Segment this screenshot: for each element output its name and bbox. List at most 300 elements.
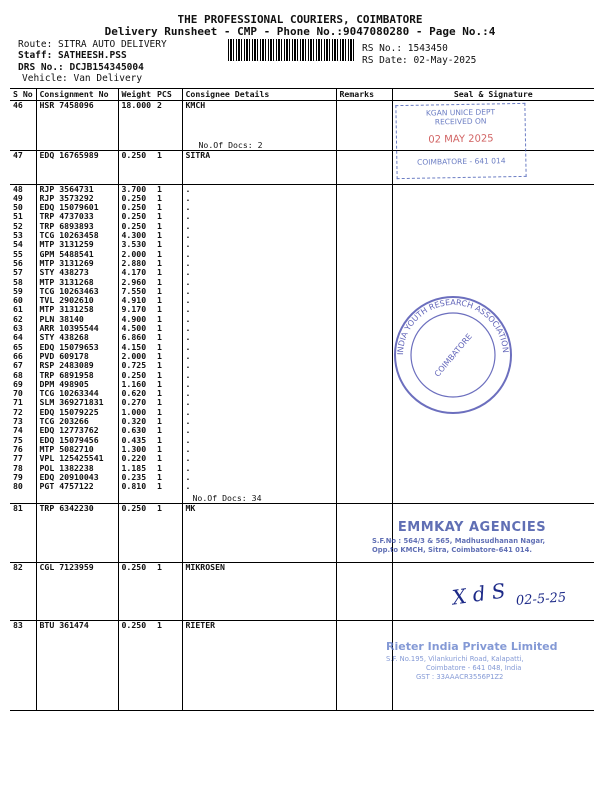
- cell-remarks: [336, 417, 392, 426]
- cell-wt: 0.250: [118, 222, 154, 231]
- cell-pcs: 1: [157, 444, 162, 454]
- cell-cn: TCG 10263458: [36, 231, 118, 240]
- cell-pcs: 1: [157, 324, 162, 334]
- cell-cn: TRP 6891958: [36, 371, 118, 380]
- cell-wt: 2.000: [118, 352, 154, 361]
- cell-seal: [392, 184, 594, 194]
- cell-remarks: [336, 445, 392, 454]
- cell-seal: [392, 473, 594, 482]
- table-row: [10, 250, 594, 259]
- cell-pcs: 1: [157, 150, 162, 161]
- col-pcs: PCS: [154, 89, 182, 101]
- cell-pcs: 1: [157, 435, 162, 445]
- cell-sno: 65: [13, 342, 23, 352]
- cell-remarks: [336, 333, 392, 342]
- cell-wt: 2.960: [118, 278, 154, 287]
- cell-remarks: [336, 184, 392, 194]
- cell-remarks: [336, 296, 392, 305]
- seal-center-text: COIMBATORE: [432, 332, 474, 379]
- cell-wt: 3.700: [118, 184, 154, 194]
- col-remarks: Remarks: [336, 89, 392, 101]
- table-row: [10, 464, 594, 473]
- cell-details: .: [182, 240, 336, 249]
- cell-cn: RSP 2483089: [36, 361, 118, 370]
- table-header-row: [10, 89, 594, 101]
- cell-cn: MTP 3131269: [36, 259, 118, 268]
- cell-details: .: [182, 259, 336, 268]
- cell-wt: 4.910: [118, 296, 154, 305]
- cell-cn: EDQ 15079653: [36, 343, 118, 352]
- cell-sno: 60: [13, 296, 23, 306]
- cell-cn: ARR 10395544: [36, 324, 118, 333]
- cell-sno: 77: [13, 454, 23, 464]
- cell-seal: [392, 436, 594, 445]
- cell-wt: 0.250: [118, 203, 154, 212]
- cell-sno: 69: [13, 379, 23, 389]
- cell-pcs: 1: [157, 342, 162, 352]
- cell-cn: POL 1382238: [36, 464, 118, 473]
- cell-cn: PLN 38140: [36, 315, 118, 324]
- cell-wt: 4.900: [118, 315, 154, 324]
- cell-pcs: 1: [157, 620, 162, 630]
- cell-details: .: [182, 473, 336, 482]
- cell-sno: 55: [13, 249, 23, 259]
- cell-pcs: 1: [157, 212, 162, 222]
- cell-remarks: [336, 212, 392, 221]
- cell-cn: PGT 4757122: [36, 482, 118, 491]
- cell-sno: 79: [13, 472, 23, 482]
- cell-details: .: [182, 436, 336, 445]
- cell-cn: EDQ 15079456: [36, 436, 118, 445]
- cell-remarks: [336, 287, 392, 296]
- cell-pcs: 1: [157, 268, 162, 278]
- table-row: [10, 473, 594, 482]
- cell-wt: 1.160: [118, 380, 154, 389]
- cell-pcs: 1: [157, 231, 162, 241]
- cell-pcs: 1: [157, 472, 162, 482]
- cell-sno: 75: [13, 435, 23, 445]
- cell-sno: 54: [13, 240, 23, 250]
- cell-sno: 53: [13, 231, 23, 241]
- cell-details: .: [182, 361, 336, 370]
- table-row: [10, 482, 594, 491]
- cell-remarks: [336, 240, 392, 249]
- cell-remarks: [336, 101, 392, 111]
- cell-sno: 73: [13, 417, 23, 427]
- cell-remarks: [336, 436, 392, 445]
- cell-cn: RJP 3573292: [36, 194, 118, 203]
- cell-sno: 58: [13, 277, 23, 287]
- cell-seal: [392, 268, 594, 277]
- table-row: [10, 445, 594, 454]
- cell-cn: EDQ 15079601: [36, 203, 118, 212]
- cell-details: .: [182, 389, 336, 398]
- cell-details: .: [182, 305, 336, 314]
- cell-wt: 3.530: [118, 240, 154, 249]
- cell-sno: 83: [13, 620, 23, 630]
- rieter-address-2: Coimbatore - 641 048, India: [426, 664, 522, 672]
- cell-seal: [392, 454, 594, 463]
- cell-details: .: [182, 380, 336, 389]
- cell-details: MIKROSEN: [182, 562, 336, 572]
- staff-label: Staff: SATHEESH.PSS: [18, 50, 127, 61]
- runsheet-title: Delivery Runsheet - CMP - Phone No.:9047080280 - Page No.:4: [104, 25, 496, 38]
- cell-cn: TRP 6342230: [36, 504, 118, 514]
- cell-remarks: [336, 408, 392, 417]
- mikrosen-date: 02-5-25: [515, 590, 567, 609]
- cell-cn: EDQ 12773762: [36, 426, 118, 435]
- cell-remarks: [336, 361, 392, 370]
- cell-pcs: 1: [157, 454, 162, 464]
- table-row: [10, 212, 594, 221]
- cell-details: .: [182, 296, 336, 305]
- seal-ring-text: INDIA YOUTH RESEARCH ASSOCIATION: [395, 297, 511, 356]
- cell-sno: 72: [13, 407, 23, 417]
- cell-seal: [392, 482, 594, 491]
- cell-details: KMCH: [182, 101, 336, 111]
- table-row: [10, 194, 594, 203]
- rieter-stamp: [386, 640, 594, 681]
- drs-label: DRS No.: DCJB154345004: [18, 62, 144, 73]
- cell-sno: 67: [13, 361, 23, 371]
- col-sno: S No: [10, 89, 36, 101]
- cell-pcs: 1: [157, 482, 162, 492]
- barcode: [228, 39, 356, 61]
- cell-cn: PVD 609178: [36, 352, 118, 361]
- docs-note: No.Of Docs: 34: [182, 491, 336, 504]
- cell-pcs: 1: [157, 417, 162, 427]
- cell-cn: BTU 361474: [36, 620, 118, 630]
- cell-cn: EDQ 20910043: [36, 473, 118, 482]
- cell-sno: 78: [13, 463, 23, 473]
- cell-seal: [392, 278, 594, 287]
- cell-remarks: [336, 278, 392, 287]
- company-title: THE PROFESSIONAL COURIERS, COIMBATORE: [177, 13, 423, 26]
- cell-remarks: [336, 562, 392, 572]
- cell-wt: 7.550: [118, 287, 154, 296]
- table-row: [10, 620, 594, 630]
- cell-cn: TRP 6893893: [36, 222, 118, 231]
- cell-wt: 4.300: [118, 231, 154, 240]
- cell-remarks: [336, 259, 392, 268]
- table-row: [10, 268, 594, 277]
- cell-remarks: [336, 151, 392, 161]
- cell-remarks: [336, 268, 392, 277]
- cell-cn: STY 438268: [36, 333, 118, 342]
- cell-details: .: [182, 454, 336, 463]
- cell-remarks: [336, 324, 392, 333]
- cell-remarks: [336, 231, 392, 240]
- cell-details: .: [182, 184, 336, 194]
- cell-seal: [392, 562, 594, 572]
- table-row: [10, 240, 594, 249]
- cell-seal: [392, 231, 594, 240]
- cell-seal: [392, 250, 594, 259]
- cell-wt: 9.170: [118, 305, 154, 314]
- cell-cn: VPL 125425541: [36, 454, 118, 463]
- cell-cn: GPM 5488541: [36, 250, 118, 259]
- cell-cn: MTP 5082710: [36, 445, 118, 454]
- cell-sno: 70: [13, 389, 23, 399]
- cell-pcs: 1: [157, 503, 162, 514]
- cell-remarks: [336, 454, 392, 463]
- cell-seal: [392, 464, 594, 473]
- cell-cn: CGL 7123959: [36, 562, 118, 572]
- rs-date: RS Date: 02-May-2025: [362, 55, 477, 66]
- cell-remarks: [336, 203, 392, 212]
- cell-remarks: [336, 371, 392, 380]
- cell-sno: 49: [13, 193, 23, 203]
- rs-number: RS No.: 1543450: [362, 43, 448, 54]
- cell-pcs: 1: [157, 361, 162, 371]
- cell-seal: [392, 203, 594, 212]
- kmch-stamp-line1: KGAN UNICE DEPT: [425, 107, 496, 118]
- table-row: [10, 436, 594, 445]
- table-row: [10, 504, 594, 514]
- cell-sno: 50: [13, 203, 23, 213]
- cell-wt: 0.630: [118, 426, 154, 435]
- cell-cn: MTP 3131259: [36, 240, 118, 249]
- cell-cn: TRP 4737033: [36, 212, 118, 221]
- cell-remarks: [336, 194, 392, 203]
- cell-details: .: [182, 371, 336, 380]
- cell-pcs: 1: [157, 379, 162, 389]
- cell-sno: 48: [13, 184, 23, 194]
- cell-cn: STY 438273: [36, 268, 118, 277]
- table-row: [10, 222, 594, 231]
- cell-wt: 0.250: [118, 504, 154, 514]
- cell-sno: 47: [13, 150, 23, 161]
- cell-details: .: [182, 417, 336, 426]
- cell-sno: 82: [13, 562, 23, 572]
- cell-remarks: [336, 473, 392, 482]
- cell-cn: TCG 10263463: [36, 287, 118, 296]
- cell-sno: 71: [13, 398, 23, 408]
- table-row: [10, 454, 594, 463]
- cell-wt: 0.250: [118, 562, 154, 572]
- cell-pcs: 1: [157, 193, 162, 203]
- cell-remarks: [336, 352, 392, 361]
- cell-wt: 0.320: [118, 417, 154, 426]
- cell-cn: HSR 7458096: [36, 101, 118, 111]
- cell-wt: 0.250: [118, 151, 154, 161]
- cell-sno: 63: [13, 324, 23, 334]
- cell-seal: [392, 222, 594, 231]
- cell-sno: 64: [13, 333, 23, 343]
- col-seal: Seal & Signature: [392, 89, 594, 101]
- cell-remarks: [336, 482, 392, 491]
- cell-remarks: [336, 305, 392, 314]
- cell-cn: MTP 3131258: [36, 305, 118, 314]
- cell-wt: 0.250: [118, 212, 154, 221]
- vehicle-label: Vehicle: Van Delivery: [22, 73, 143, 84]
- cell-remarks: [336, 380, 392, 389]
- rieter-address-1: S.F. No.195, Vilankurichi Road, Kalapatti,: [386, 655, 524, 663]
- cell-cn: MTP 3131268: [36, 278, 118, 287]
- cell-wt: 4.170: [118, 268, 154, 277]
- cell-wt: 0.250: [118, 371, 154, 380]
- emmkay-name: EMMKAY AGENCIES: [397, 520, 547, 535]
- cell-sno: 46: [13, 100, 23, 110]
- emmkay-stamp: [372, 520, 572, 554]
- cell-sno: 80: [13, 482, 23, 492]
- cell-remarks: [336, 222, 392, 231]
- cell-details: .: [182, 398, 336, 407]
- cell-details: .: [182, 333, 336, 342]
- rieter-gst: GST : 33AAACR3556P1Z2: [416, 673, 504, 681]
- cell-remarks: [336, 343, 392, 352]
- cell-seal: [392, 620, 594, 630]
- row-spacer: [10, 572, 594, 621]
- cell-pcs: 1: [157, 184, 162, 194]
- cell-pcs: 1: [157, 286, 162, 296]
- cell-seal: [392, 240, 594, 249]
- cell-pcs: 1: [157, 333, 162, 343]
- kmch-stamp-line2: RECEIVED ON: [434, 116, 487, 127]
- cell-details: .: [182, 222, 336, 231]
- route-label: Route: SITRA AUTO DELIVERY: [18, 39, 167, 50]
- cell-seal: [392, 194, 594, 203]
- cell-sno: 52: [13, 221, 23, 231]
- cell-pcs: 1: [157, 296, 162, 306]
- cell-pcs: 1: [157, 351, 162, 361]
- cell-pcs: 1: [157, 398, 162, 408]
- cell-wt: 0.250: [118, 194, 154, 203]
- cell-pcs: 1: [157, 426, 162, 436]
- cell-details: SITRA: [182, 151, 336, 161]
- cell-remarks: [336, 398, 392, 407]
- rieter-name: Rieter India Private Limited: [386, 640, 558, 653]
- table-row: [10, 203, 594, 212]
- cell-wt: 0.725: [118, 361, 154, 370]
- cell-sno: 56: [13, 258, 23, 268]
- cell-pcs: 1: [157, 370, 162, 380]
- cell-pcs: 1: [157, 314, 162, 324]
- cell-cn: RJP 3564731: [36, 184, 118, 194]
- cell-remarks: [336, 464, 392, 473]
- table-row: [10, 426, 594, 435]
- cell-wt: 4.150: [118, 343, 154, 352]
- cell-cn: SLM 369271831: [36, 398, 118, 407]
- cell-pcs: 1: [157, 562, 162, 572]
- table-row: [10, 259, 594, 268]
- kmch-receipt-stamp: [395, 103, 526, 179]
- cell-details: .: [182, 445, 336, 454]
- cell-sno: 66: [13, 351, 23, 361]
- cell-pcs: 2: [157, 100, 162, 110]
- cell-wt: 6.860: [118, 333, 154, 342]
- cell-wt: 0.810: [118, 482, 154, 491]
- emmkay-address-2: Opp.to KMCH, Sitra, Coimbatore-641 014.: [372, 546, 532, 554]
- cell-sno: 61: [13, 305, 23, 315]
- cell-sno: 76: [13, 444, 23, 454]
- cell-remarks: [336, 389, 392, 398]
- cell-remarks: [336, 504, 392, 514]
- cell-pcs: 1: [157, 389, 162, 399]
- kmch-stamp-bottom: COIMBATORE - 641 014: [417, 156, 506, 167]
- cell-cn: TCG 203266: [36, 417, 118, 426]
- cell-wt: 0.270: [118, 398, 154, 407]
- cell-pcs: 1: [157, 407, 162, 417]
- col-weight: Weight: [118, 89, 154, 101]
- cell-details: .: [182, 343, 336, 352]
- cell-remarks: [336, 315, 392, 324]
- cell-cn: TCG 10263344: [36, 389, 118, 398]
- row-spacer: [10, 491, 594, 504]
- cell-details: MK: [182, 504, 336, 514]
- cell-sno: 81: [13, 503, 23, 514]
- cell-wt: 18.000: [118, 101, 154, 111]
- kmch-stamp-date: 02 MAY 2025: [428, 133, 494, 146]
- col-consignment: Consignment No: [36, 89, 118, 101]
- mikrosen-signature: X d S: [450, 578, 507, 610]
- col-consignee: Consignee Details: [182, 89, 336, 101]
- cell-wt: 2.000: [118, 250, 154, 259]
- cell-cn: EDQ 15079225: [36, 408, 118, 417]
- cell-seal: [392, 212, 594, 221]
- cell-details: .: [182, 194, 336, 203]
- cell-details: .: [182, 278, 336, 287]
- cell-sno: 68: [13, 370, 23, 380]
- cell-sno: 59: [13, 286, 23, 296]
- cell-pcs: 1: [157, 277, 162, 287]
- cell-seal: [392, 426, 594, 435]
- cell-wt: 1.185: [118, 464, 154, 473]
- cell-sno: 51: [13, 212, 23, 222]
- cell-wt: 1.000: [118, 408, 154, 417]
- cell-details: .: [182, 408, 336, 417]
- table-row: [10, 231, 594, 240]
- svg-text:INDIA YOUTH RESEARCH ASSOCIATI: [396, 298, 510, 355]
- cell-cn: DPM 498905: [36, 380, 118, 389]
- cell-seal: [392, 504, 594, 514]
- cell-details: .: [182, 426, 336, 435]
- cell-cn: EDQ 16765989: [36, 151, 118, 161]
- cell-details: .: [182, 315, 336, 324]
- cell-wt: 0.435: [118, 436, 154, 445]
- table-row: [10, 278, 594, 287]
- cell-details: RIETER: [182, 620, 336, 630]
- cell-remarks: [336, 620, 392, 630]
- cell-wt: 1.300: [118, 445, 154, 454]
- cell-pcs: 1: [157, 221, 162, 231]
- cell-sno: 57: [13, 268, 23, 278]
- cell-details: .: [182, 324, 336, 333]
- cell-details: .: [182, 464, 336, 473]
- cell-pcs: 1: [157, 258, 162, 268]
- seal-stamp: [388, 290, 518, 420]
- cell-remarks: [336, 426, 392, 435]
- cell-seal: [392, 445, 594, 454]
- cell-pcs: 1: [157, 240, 162, 250]
- emmkay-address-1: S.F.No : 564/3 & 565, Madhusudhanan Nagar,: [372, 537, 546, 545]
- cell-pcs: 1: [157, 203, 162, 213]
- cell-wt: 4.500: [118, 324, 154, 333]
- cell-details: .: [182, 287, 336, 296]
- cell-seal: [392, 259, 594, 268]
- cell-details: .: [182, 482, 336, 491]
- cell-wt: 0.620: [118, 389, 154, 398]
- cell-details: .: [182, 250, 336, 259]
- cell-wt: 0.235: [118, 473, 154, 482]
- cell-remarks: [336, 250, 392, 259]
- cell-details: .: [182, 203, 336, 212]
- cell-pcs: 1: [157, 249, 162, 259]
- cell-wt: 2.880: [118, 259, 154, 268]
- docs-note: No.Of Docs: 2: [182, 110, 336, 151]
- cell-wt: 0.220: [118, 454, 154, 463]
- cell-pcs: 1: [157, 463, 162, 473]
